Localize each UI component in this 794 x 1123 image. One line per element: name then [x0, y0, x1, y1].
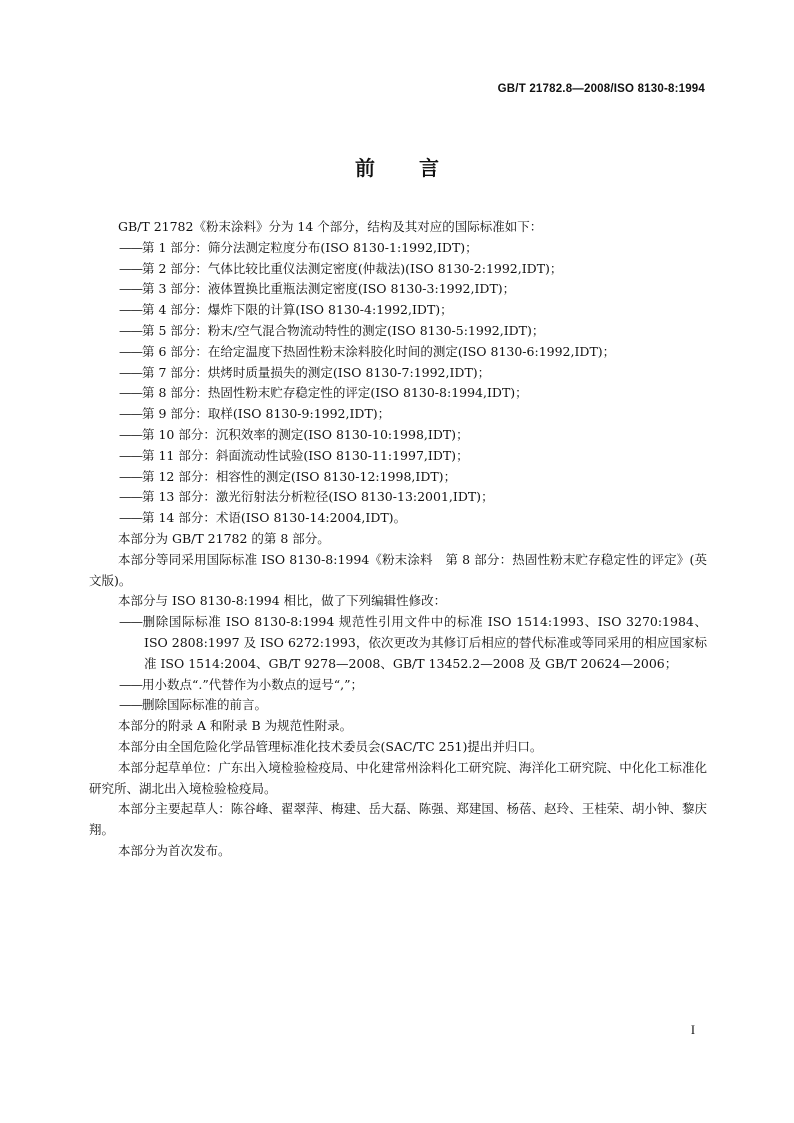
page-title [0, 152, 794, 181]
foreword-body [89, 217, 707, 862]
changes-intro-paragraph: 本部分与 ISO 8130-8:1994 相比，做了下列编辑性修改： [118, 593, 447, 609]
intro-paragraph: GB/T 21782《粉末涂料》分为 14 个部分，结构及其对应的国际标准如下： [118, 219, 543, 234]
annex-paragraph: 本部分的附录 A 和附录 B 为规范性附录。 [118, 718, 353, 734]
change-list-item: ——删除国际标准的前言。 [119, 697, 268, 713]
part-list-item: ——第 4 部分：爆炸下限的计算(ISO 8130-4:1992,IDT)； [119, 302, 453, 318]
part-of-paragraph: 本部分为 GB/T 21782 的第 8 部分。 [118, 530, 330, 546]
part-list-item: ——第 10 部分：沉积效率的测定(ISO 8130-10:1998,IDT)； [119, 426, 469, 442]
part-list-item: ——第 1 部分：筛分法测定粒度分布(ISO 8130-1:1992,IDT)； [119, 239, 478, 255]
standard-number: GB/T 21782.8—2008/ISO 8130-8:1994 [497, 83, 705, 95]
drafting-units-paragraph: 本部分起草单位：广东出入境检验检疫局、中化建常州涂料化工研究院、海洋化工研究院、中化化工标准化研究所、湖北出入境检验检疫局。 [89, 759, 707, 796]
change-list-item: ——删除国际标准 ISO 8130-8:1994 规范性引用文件中的标准 ISO 1514:1993、ISO 3270:1984、ISO 2808:1997 及 ISO 6272:1993，依次更改为其修订后相应的替代标准或等同采用的相应国家标准 ISO 1514:2004、GB/T 9278—2008、GB/T 13452.2—2008 及 GB/T 20624—2006； [119, 614, 707, 671]
part-list-item: ——第 9 部分：取样(ISO 8130-9:1992,IDT)； [119, 406, 391, 422]
part-list-item: ——第 7 部分：烘烤时质量损失的测定(ISO 8130-7:1992,IDT)； [119, 364, 491, 380]
part-list-item: ——第 2 部分：气体比较比重仪法测定密度(仲裁法)(ISO 8130-2:1992,IDT)； [119, 260, 563, 276]
title-char-1: 前 [355, 156, 375, 180]
part-list-item: ——第 13 部分：激光衍射法分析粒径(ISO 8130-13:2001,IDT)； [119, 489, 494, 505]
part-list-item: ——第 8 部分：热固性粉末贮存稳定性的评定(ISO 8130-8:1994,IDT)； [119, 385, 528, 401]
part-list-item: ——第 14 部分：术语(ISO 8130-14:2004,IDT)。 [119, 510, 407, 526]
part-list-item: ——第 3 部分：液体置换比重瓶法测定密度(ISO 8130-3:1992,IDT)； [119, 281, 516, 297]
title-char-2: 言 [419, 156, 439, 180]
part-list-item: ——第 6 部分：在给定温度下热固性粉末涂料胶化时间的测定(ISO 8130-6:1992,IDT)； [119, 343, 616, 359]
first-release-paragraph: 本部分为首次发布。 [118, 842, 231, 858]
proposer-paragraph: 本部分由全国危险化学品管理标准化技术委员会(SAC/TC 251)提出并归口。 [118, 738, 543, 754]
part-list-item: ——第 5 部分：粉末/空气混合物流动特性的测定(ISO 8130-5:1992,IDT)； [119, 322, 545, 338]
part-list-item: ——第 12 部分：相容性的测定(ISO 8130-12:1998,IDT)； [119, 468, 457, 484]
change-list-item: ——用小数点“.”代替作为小数点的逗号“,”； [119, 676, 364, 692]
part-list-item: ——第 11 部分：斜面流动性试验(ISO 8130-11:1997,IDT)； [119, 447, 469, 463]
equivalence-paragraph: 本部分等同采用国际标准 ISO 8130-8:1994《粉末涂料 第 8 部分：热固性粉末贮存稳定性的评定》(英文版)。 [89, 551, 707, 588]
drafters-paragraph: 本部分主要起草人：陈谷峰、翟翠萍、梅建、岳大磊、陈强、郑建国、杨蓓、赵玲、王桂荣、胡小钟、黎庆翔。 [89, 801, 707, 838]
page-number: I [690, 1023, 695, 1037]
